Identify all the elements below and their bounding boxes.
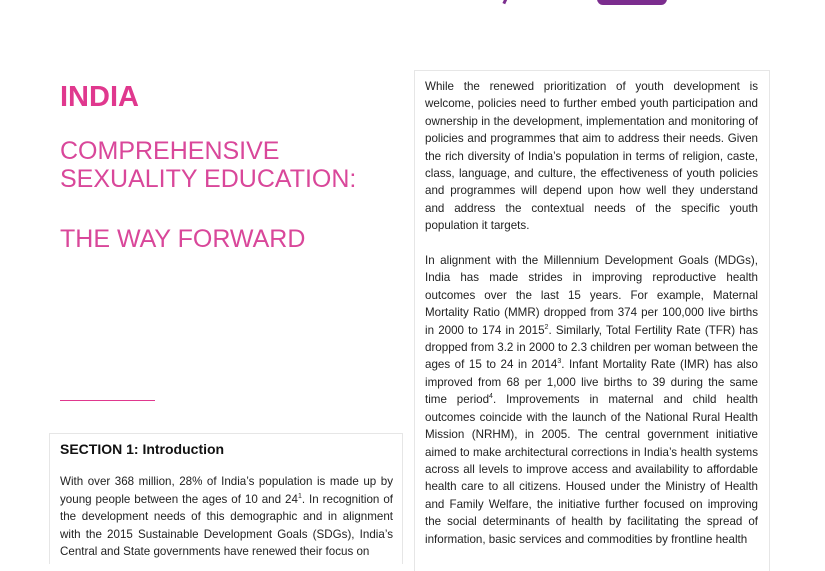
section-heading: SECTION 1: Introduction: [60, 441, 225, 457]
title-divider: [60, 400, 155, 401]
organization-logo: [597, 0, 667, 5]
footnote-ref: 3: [557, 358, 562, 366]
footnote-ref: 1: [297, 492, 302, 500]
right-column: [425, 78, 758, 565]
intro-text-a: With over 368 million, 28% of India’s population is made up by young people between the ages of 10 and 24: [60, 475, 393, 506]
country-title: INDIA: [60, 81, 139, 113]
document-title-line-1: COMPREHENSIVE: [60, 137, 280, 165]
intro-text-b: . In recognition of the development needs of this demographic and in alignment with the 2015 Sustainable Development Goals (SDGs), India’s Central and State governments have renewed their focus on: [60, 492, 393, 559]
paragraph-youth-policy: While the renewed prioritization of youth development is welcome, policies need to further embed youth participation and ownership in the development, implementation and monitoring of policies and programmes that aim to address their needs. Given the rich diversity of India’s population in terms of religion, caste, class, language, and culture, the effectiveness of youth policies and programmes will depend upon how well they understand and address the contextual needs of the specific youth population it targets.: [425, 80, 758, 233]
mdg-text-a: In alignment with the Millennium Development Goals (MDGs), India has made strides in improving reproductive health outcomes over the last 15 years. For example, Maternal Mortality Ratio (MMR) dropped from 374 per 100,000 live births in 2000 to 174 in 2015: [425, 254, 758, 337]
document-subtitle: THE WAY FORWARD: [60, 225, 306, 253]
mdg-text-c: . Infant Mortality Rate (IMR) has also improved from 68 per 1,000 live births to 39 during the same time period: [425, 358, 758, 407]
mdg-text-b: . Similarly, Total Fertility Rate (TFR) has dropped from 3.2 in 2000 to 2.3 children per woman between the ages of 15 to 24 in 2014: [425, 323, 758, 372]
title-block: [60, 80, 390, 253]
intro-paragraph: [60, 473, 393, 561]
footnote-ref: 4: [489, 393, 493, 401]
footnote-ref: 2: [544, 323, 549, 331]
paragraph-mdg-progress: [425, 252, 758, 548]
mdg-text-d: . Improvements in maternal and child health outcomes coincide with the launch of the National Rural Health Mission (NRHM), in 2005. The central government initiative aimed to make architectural corrections in India’s health systems across all levels to improve access and availability to affordable health care to all citizens. Housed under the Ministry of Health and Family Welfare, the initiative further focused on improving the social determinants of health by facilitating the spread of information, basic services and commodities by frontline health: [425, 393, 758, 546]
logo-fragment: [502, 0, 508, 4]
document-title-line-2: SEXUALITY EDUCATION:: [60, 165, 357, 193]
